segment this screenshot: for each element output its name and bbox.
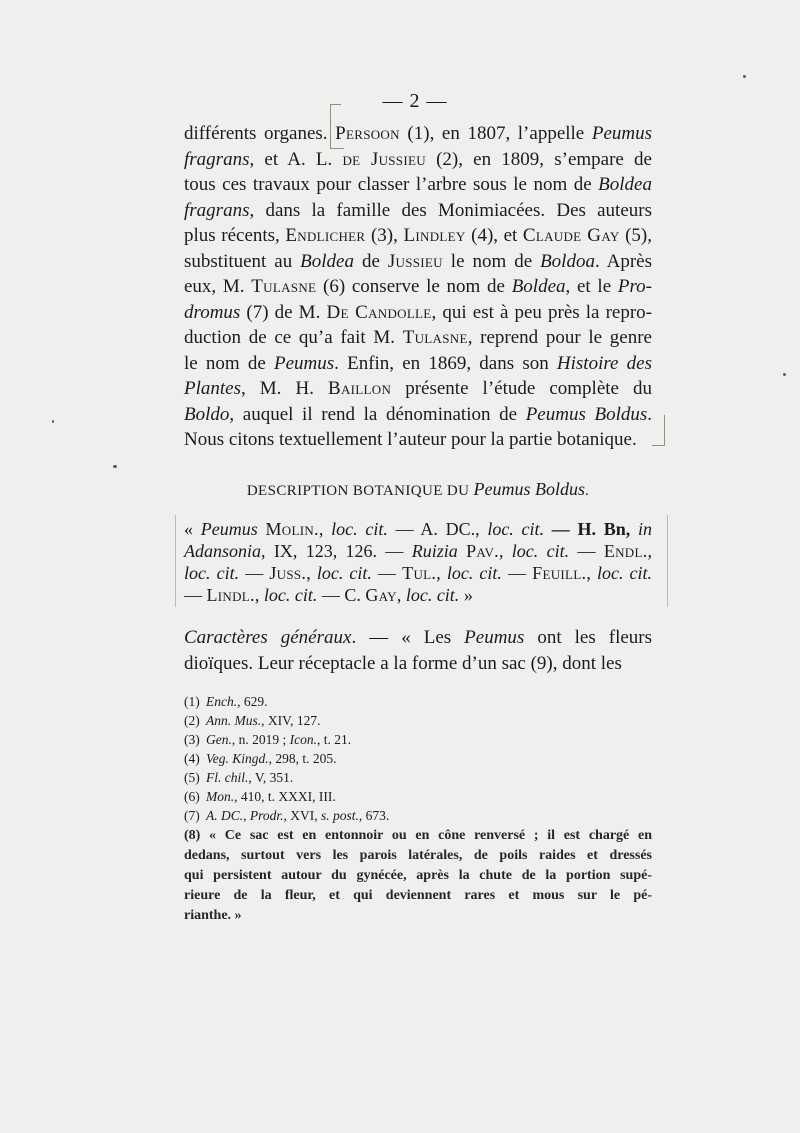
footnote-number: (5) [184,770,200,785]
text-run: , [647,541,653,561]
text-run: , [306,563,317,583]
note-line: qui persistent autour du gynécée, après la chute de la portion supé- [184,868,652,883]
text-run: Boldea [511,276,566,297]
text-run: Caractères généraux [184,627,352,648]
footnote-8 [184,826,652,926]
text-run: Tulasne [251,276,317,297]
text-line [184,198,652,224]
text-run: fragrans [184,199,250,221]
text-run: . Enfin, en 1869, dans son [334,352,557,374]
text-run: . — « Les [351,627,465,648]
text-run: , et le [565,276,618,297]
text-run: loc. cit. [316,563,372,583]
text-run: , 410, t. XXXI, III. [234,789,336,804]
text-run: Peumus [200,519,258,539]
text-run: Boldo [184,403,230,425]
text-run: , [436,563,447,583]
text-run: Veg. Kingd. [206,751,269,766]
text-run: le nom de [184,352,274,374]
footnote [184,711,652,730]
text-run: , [498,541,512,561]
text-run: loc. cit. [184,563,240,583]
text-run: — [239,563,270,583]
text-run: présente l’étude complète du [391,378,653,399]
footnote [184,768,652,787]
section-title [184,479,652,500]
text-run: Lindl. [206,585,255,605]
text-run: , [396,585,406,605]
text-run: — [184,585,207,605]
text-run: , qui est à peu près la repro- [431,301,652,323]
text-run: — C. [317,585,366,605]
text-run: — [501,563,533,583]
text-run: loc. cit. [331,519,388,539]
text-run: (3), [365,225,404,246]
text-run: Persoon [335,123,400,144]
text-run: Ruizia [411,541,458,561]
text-run: . [585,483,590,499]
text-run: Juss. [269,563,307,583]
text-line [184,147,652,173]
text-run: de Jussieu [342,148,426,170]
text-run: Ann. Mus. [206,713,262,728]
text-run: plus récents, [184,225,286,246]
note-line: (8) « Ce sac est en entonnoir ou en cône renversé ; il est chargé en [184,828,652,843]
text-line [184,351,652,377]
text-run: s. post. [321,808,359,823]
text-run: (1), en 1807, l’appelle [399,123,592,144]
text-run: Claude Gay [522,225,620,246]
text-run: , V, 351. [248,770,294,785]
text-run: Tulasne [402,327,468,348]
text-line [184,402,652,428]
text-run: , auquel il rend la dénomination de [229,403,526,425]
text-run: Adansonia [184,541,262,561]
text-run: Nous citons textuellement l’auteur pour la partie botanique. [184,429,637,450]
text-run: , [243,808,250,823]
text-run: , XVI, [283,808,322,823]
text-run: , 298, t. 205. [268,751,337,766]
text-run: Peumus Boldus [473,479,586,499]
text-run: , XIV, 127. [261,713,321,728]
text-run: loc. cit. [511,541,570,561]
footnote-number: (7) [184,808,200,823]
text-run: , reprend pour le genre [467,327,652,348]
general-characters-paragraph [184,625,652,676]
text-run: DESCRIPTION BOTANIQUE DU [246,483,474,499]
text-run: fragrans [184,148,250,170]
text-run: (4), et [465,225,523,246]
text-run: — [569,541,604,561]
citation-line [184,584,652,606]
text-run: Tul. [402,563,437,583]
footnote [184,692,652,711]
text-run: , [586,563,597,583]
text-run: in [638,519,653,539]
footnote [184,749,652,768]
text-run: duction de ce qu’a fait M. [184,327,403,348]
text-run: dioïques. Leur réceptacle a la forme d’un sac (9), dont les [184,652,622,674]
text-run: » [459,585,473,605]
text-run: Icon. [289,732,318,747]
text-run: A. DC. [206,808,244,823]
text-run: substituent au [184,250,301,272]
text-run: , dans la famille des Monimiacées. Des auteurs [249,199,652,221]
text-run: le nom de [442,250,541,272]
text-run: , 629. [237,694,268,709]
text-run: Gay [365,585,397,605]
citation-line [184,562,652,584]
text-run: Endlicher [285,225,366,246]
citation-block [184,518,652,606]
text-run: loc. cit. [446,563,502,583]
text-run: , [254,585,264,605]
text-run: loc. cit. [487,519,545,539]
text-run: Fl. chil. [206,770,249,785]
text-run: Jussieu [387,250,443,272]
text-run: , t. 21. [317,732,352,747]
text-run: « [184,519,201,539]
note-line: dedans, surtout vers les parois latérales, de poils raides et dressés [184,848,652,863]
text-run: loc. cit. [405,585,460,605]
text-run: Peumus [274,352,335,374]
text-run: Mon. [206,789,235,804]
text-run: (6) conserve le nom de [316,276,512,297]
text-run: Molin. [265,519,319,539]
text-line [184,300,652,326]
text-run: , et A. L. [249,148,343,170]
text-line [184,223,652,249]
text-run: Boldea [300,250,354,272]
text-run: de [354,250,388,272]
text-run: . [647,403,653,425]
text-line [184,625,652,651]
text-run: — A. DC., [387,519,488,539]
text-run: Boldoa [540,250,595,272]
text-run: Feuill. [532,563,587,583]
text-run: Pro- [617,276,652,297]
scan-speck [783,373,786,376]
text-run: (2), en 1809, s’empare de [425,148,652,170]
text-run: dromus [184,301,241,323]
scan-speck [52,420,54,423]
text-line [184,249,652,275]
text-line [184,274,652,300]
text-run [258,519,266,539]
text-run: , n. 2019 ; [231,732,290,747]
footnotes [184,692,652,825]
text-run: différents organes. [184,123,336,144]
text-line [184,427,652,453]
text-run: . Après [594,250,652,272]
text-run: , [318,519,332,539]
footnote-number: (1) [184,694,200,709]
text-line [184,121,652,147]
text-line [184,325,652,351]
text-run: tous ces travaux pour classer l’arbre sous le nom de [184,174,599,195]
text-run: — [371,563,403,583]
footnote-number: (6) [184,789,200,804]
text-run: Lindley [403,225,466,246]
footnote [184,730,652,749]
text-run: Prodr. [249,808,284,823]
footnote-number: (4) [184,751,200,766]
text-run: — H. Bn, [544,519,639,539]
text-run: (7) de M. [240,301,327,323]
text-run: ont les fleurs [524,627,653,648]
text-run: , 673. [358,808,390,823]
crop-mark-bottom-right [652,415,665,446]
note-line: rieure de la fleur, et qui deviennent rares et mous sur le pé- [184,888,652,903]
footnote-number: (2) [184,713,200,728]
text-run [458,541,466,561]
text-run: Peumus [464,627,525,648]
text-run: Boldea [598,174,652,195]
text-run: Gen. [206,732,232,747]
scan-speck [113,465,117,468]
note-line: rianthe. » [184,908,242,923]
footnote-number: (3) [184,732,200,747]
text-run: Peumus [591,123,652,144]
text-run: Pav. [466,541,499,561]
text-run: (5), [619,225,652,246]
text-run: Ench. [206,694,238,709]
page-number: — 2 — [382,90,448,112]
text-run: loc. cit. [596,563,653,583]
text-run: eux, M. [184,276,252,297]
text-run: , IX, 123, 126. — [261,541,412,561]
scan-speck [743,75,746,78]
footnote [184,806,652,825]
text-run: loc. cit. [263,585,318,605]
main-paragraph [184,121,652,453]
text-line [184,376,652,402]
citation-line [184,540,652,562]
text-run: Baillon [328,378,392,399]
footnote [184,787,652,806]
text-run: Histoire des [556,352,652,374]
text-run: De Candolle [326,301,432,323]
text-run: Peumus Boldus [525,403,648,425]
text-run: Endl. [603,541,648,561]
text-line [184,651,652,677]
text-line [184,172,652,198]
citation-line [184,518,652,540]
text-run: , M. H. [241,378,328,399]
text-run: Plantes [184,378,241,399]
